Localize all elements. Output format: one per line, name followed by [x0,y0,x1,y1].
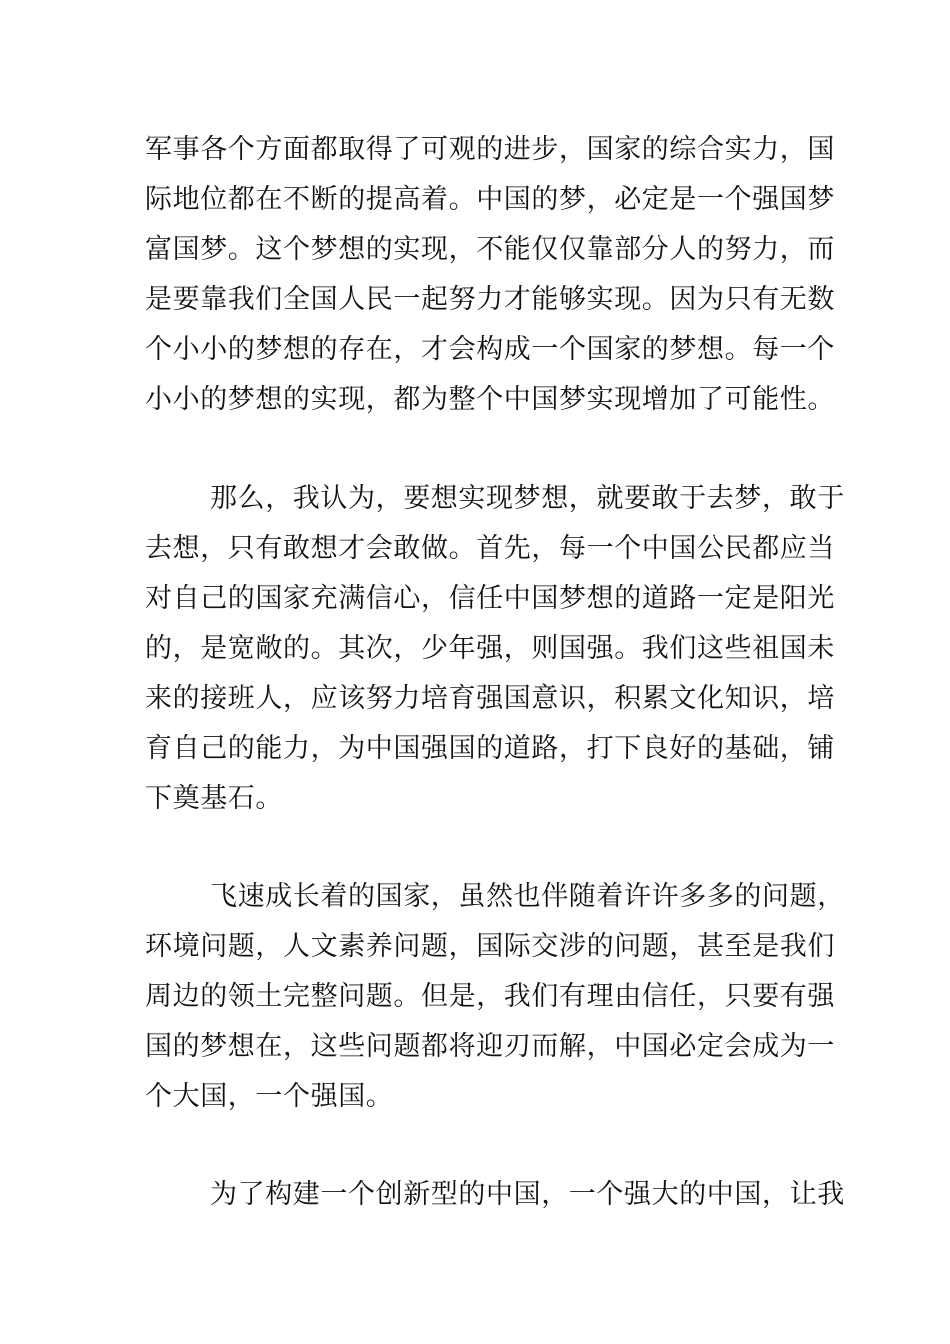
paragraph-3 [145,872,845,1122]
paragraph-line: 去想，只有敢想才会敢做。首先，每一个中国公民都应当 [145,533,835,564]
paragraph-line: 周边的领土完整问题。但是，我们有理由信任，只要有强 [145,981,835,1012]
paragraph-line: 富国梦。这个梦想的实现，不能仅仅靠部分人的努力，而 [145,234,835,265]
paragraph-line: 那么，我认为，要想实现梦想，就要敢于去梦，敢于 [210,483,845,514]
paragraph-line: 是要靠我们全国人民一起努力才能够实现。因为只有无数 [145,284,835,315]
paragraph-line: 下奠基石。 [145,783,283,814]
paragraph-line: 来的接班人，应该努力培育强国意识，积累文化知识，培 [145,683,835,714]
paragraph-line: 环境问题，人文素养问题，国际交涉的问题，甚至是我们 [145,931,835,962]
paragraph-line: 飞速成长着的国家，虽然也伴随着许许多多的问题， [210,881,845,912]
paragraph-line: 育自己的能力，为中国强国的道路，打下良好的基础，铺 [145,733,835,764]
paragraph-4 [145,1170,845,1220]
paragraph-line: 国的梦想在，这些问题都将迎刃而解，中国必定会成为一 [145,1031,835,1062]
paragraph-line: 的，是宽敞的。其次，少年强，则国强。我们这些祖国未 [145,633,835,664]
paragraph-line: 为了构建一个创新型的中国，一个强大的中国，让我 [210,1179,845,1210]
paragraph-line: 小小的梦想的实现，都为整个中国梦实现增加了可能性。 [145,384,835,415]
paragraph-line: 军事各个方面都取得了可观的进步，国家的综合实力，国 [145,134,835,165]
paragraph-line: 对自己的国家充满信心，信任中国梦想的道路一定是阳光 [145,583,835,614]
paragraph-line: 个大国，一个强国。 [145,1081,394,1112]
paragraph-2 [145,474,845,824]
paragraph-1 [145,125,835,425]
paragraph-line: 际地位都在不断的提高着。中国的梦，必定是一个强国梦 [145,184,835,215]
paragraph-line: 个小小的梦想的存在，才会构成一个国家的梦想。每一个 [145,334,835,365]
